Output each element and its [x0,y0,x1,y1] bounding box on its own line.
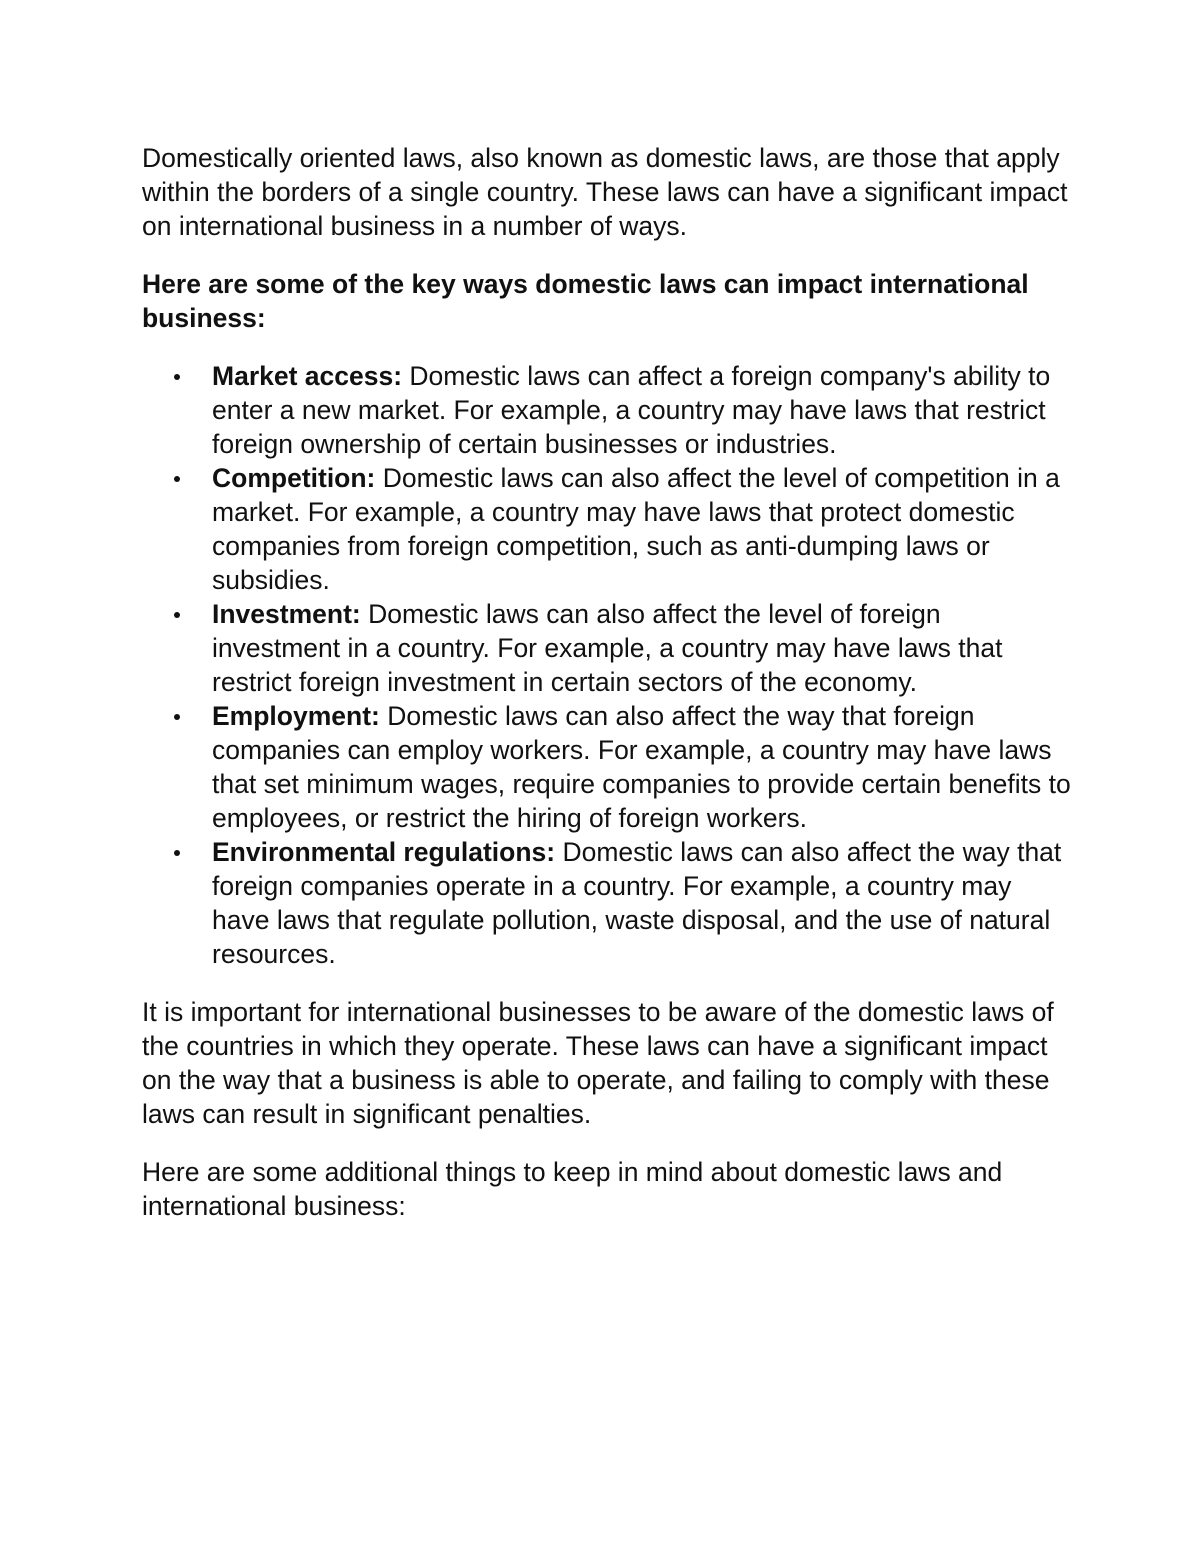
list-item-term: Employment: [212,701,388,731]
closing-paragraph: It is important for international businesses to be aware of the domestic laws of the countries in which they operate. These laws can have a significant impact on the way that a business is able to operate, and failing to comply with these laws can result in significant penalties. [142,997,1054,1129]
list-item-term: Competition: [212,463,383,493]
list-item-text: Domestic laws can also affect the level of competition in a market. For example, a country may have laws that protect domestic companies from foreign competition, such as anti-dumping laws or subsidies. [212,463,1060,595]
list-item-text: Domestic laws can affect a foreign company's ability to enter a new market. For example, a country may have laws that restrict foreign ownership of certain businesses or industries. [212,361,1051,459]
document-body [142,141,1072,1223]
key-ways-list [142,359,1072,971]
list-item [142,461,1072,597]
bullet-icon [174,374,180,380]
bullet-icon [174,850,180,856]
list-item-text: Domestic laws can also affect the level of foreign investment in a country. For example, a country may have laws that restrict foreign investment in certain sectors of the economy. [212,599,1003,697]
list-item [142,597,1072,699]
list-item [142,699,1072,835]
bullet-icon [174,612,180,618]
bullet-icon [174,476,180,482]
list-item [142,359,1072,461]
bullet-icon [174,714,180,720]
section-heading: Here are some of the key ways domestic laws can impact international business: [142,269,1029,333]
list-item-term: Market access: [212,361,410,391]
list-item-term: Environmental regulations: [212,837,563,867]
additional-paragraph: Here are some additional things to keep in mind about domestic laws and international business: [142,1157,1003,1221]
list-item-term: Investment: [212,599,369,629]
intro-paragraph: Domestically oriented laws, also known as domestic laws, are those that apply within the borders of a single country. These laws can have a significant impact on international business in a number of ways. [142,143,1068,241]
list-item-text: Domestic laws can also affect the way that foreign companies can employ workers. For example, a country may have laws that set minimum wages, require companies to provide certain benefits to employees, or restrict the hiring of foreign workers. [212,701,1071,833]
list-item-text: Domestic laws can also affect the way that foreign companies operate in a country. For example, a country may have laws that regulate pollution, waste disposal, and the use of natural resources. [212,837,1062,969]
list-item [142,835,1072,971]
